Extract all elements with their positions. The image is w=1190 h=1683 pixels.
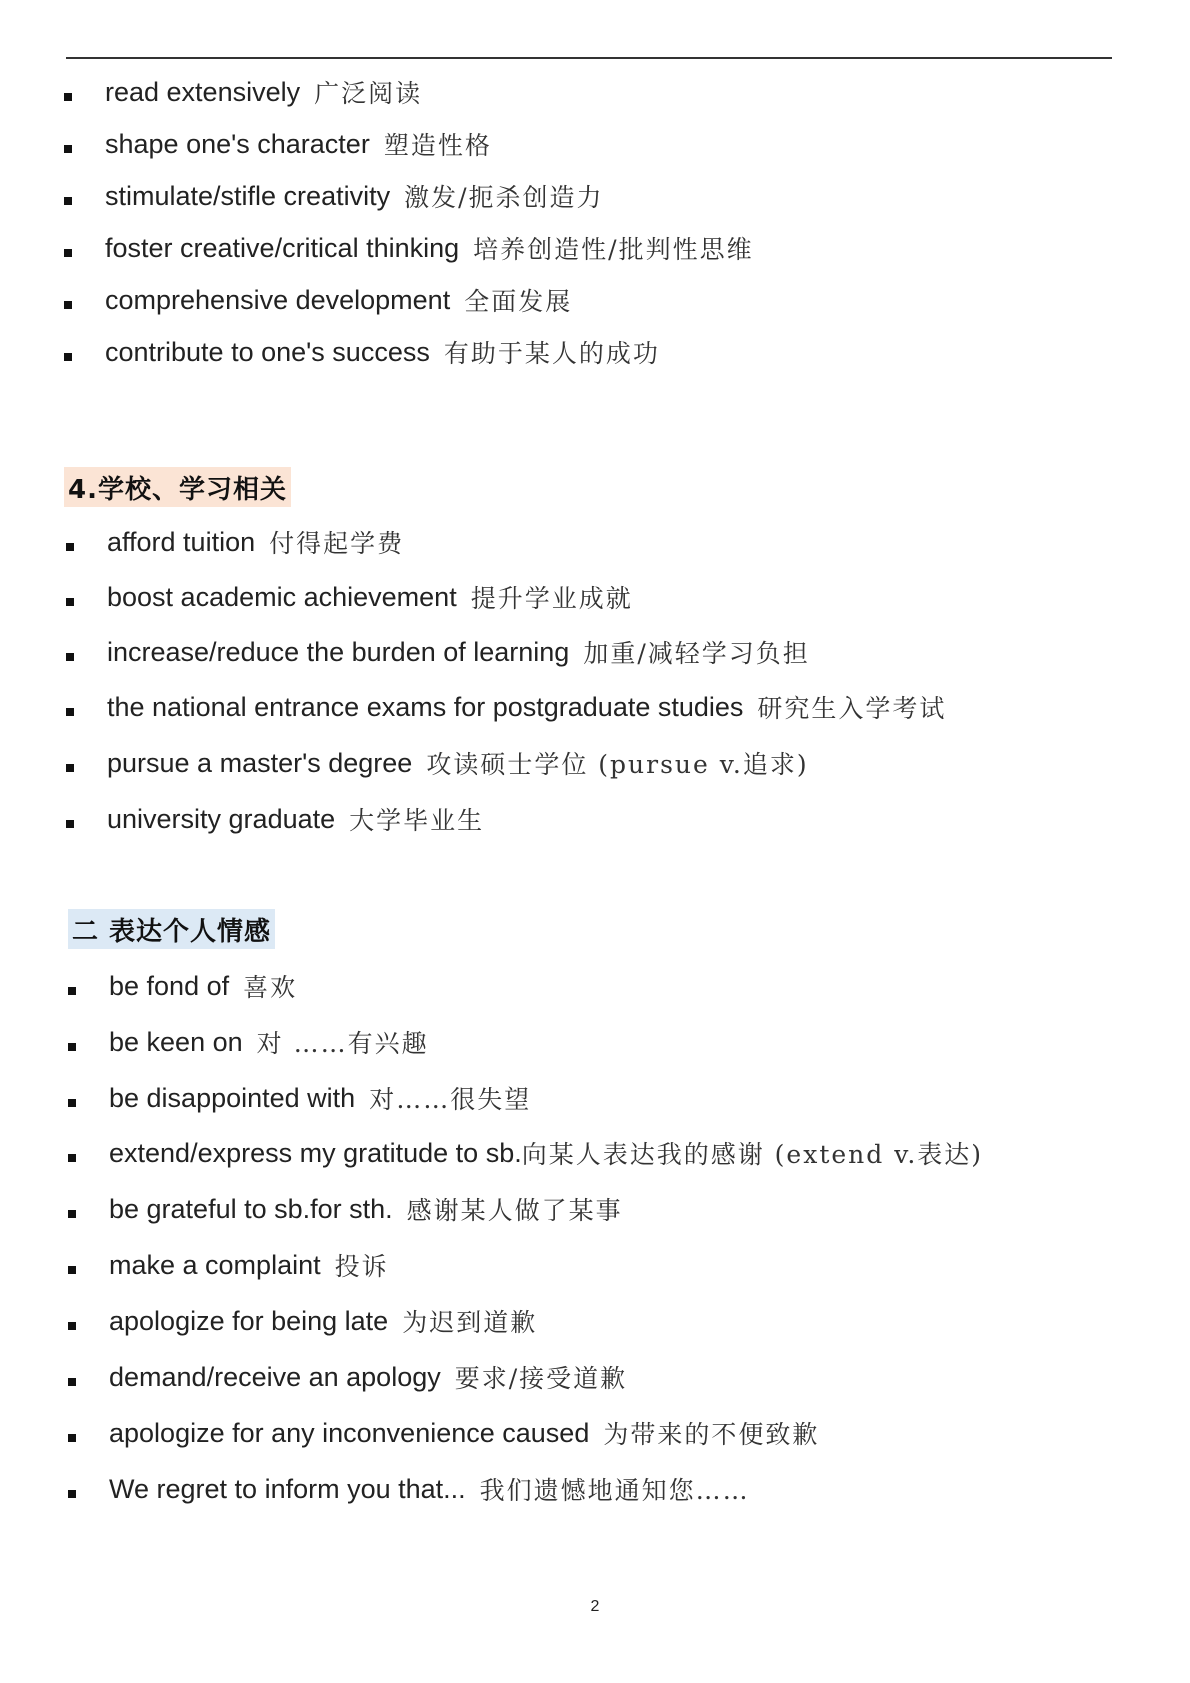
chinese-meaning: 全面发展 — [464, 287, 573, 316]
list-item — [66, 522, 404, 562]
top-rule — [66, 57, 1112, 59]
chinese-meaning: 投诉 — [334, 1252, 389, 1281]
chinese-meaning: 我们遗憾地通知您…… — [479, 1476, 750, 1505]
chinese-meaning: 向某人表达我的感谢 (extend v.表达) — [521, 1140, 984, 1169]
chinese-meaning: 培养创造性/批判性思维 — [473, 235, 754, 264]
bullet-icon — [64, 145, 72, 153]
chinese-meaning: 大学毕业生 — [349, 806, 485, 835]
list-item — [64, 228, 754, 268]
chinese-meaning: 塑造性格 — [383, 131, 492, 160]
list-item — [68, 1189, 623, 1229]
bullet-icon — [64, 301, 72, 309]
list-item — [66, 799, 484, 839]
list-item — [68, 1469, 750, 1509]
english-phrase: apologize for any inconvenience caused — [109, 1417, 590, 1448]
bullet-icon — [64, 249, 72, 257]
list-item — [64, 280, 572, 320]
bullet-icon — [64, 93, 72, 101]
list-item — [68, 966, 297, 1006]
english-phrase: comprehensive development — [105, 284, 451, 315]
bullet-icon — [64, 353, 72, 361]
chinese-meaning: 喜欢 — [243, 973, 298, 1002]
list-item — [66, 577, 633, 617]
chinese-meaning: 对 ……有兴趣 — [256, 1029, 429, 1058]
chinese-meaning: 攻读硕士学位 (pursue v.追求) — [426, 750, 809, 779]
bullet-icon — [66, 598, 74, 606]
list-item — [66, 632, 810, 672]
chinese-meaning: 为带来的不便致歉 — [603, 1420, 820, 1449]
list-item — [68, 1301, 537, 1341]
list-item — [66, 687, 946, 727]
bullet-icon — [66, 708, 74, 716]
bullet-icon — [68, 1210, 76, 1218]
list-item — [64, 72, 422, 112]
bullet-icon — [68, 1154, 76, 1162]
list-item — [68, 1413, 819, 1453]
chinese-meaning: 加重/减轻学习负担 — [583, 639, 810, 668]
section-heading: 二 表达个人情感 — [68, 909, 275, 949]
list-item — [68, 1022, 429, 1062]
english-phrase: make a complaint — [109, 1249, 321, 1280]
english-phrase: be disappointed with — [109, 1082, 356, 1113]
bullet-icon — [64, 197, 72, 205]
english-phrase: pursue a master's degree — [107, 747, 413, 778]
bullet-icon — [66, 543, 74, 551]
chinese-meaning: 有助于某人的成功 — [443, 339, 660, 368]
bullet-icon — [68, 1099, 76, 1107]
bullet-icon — [68, 1490, 76, 1498]
list-item — [64, 176, 604, 216]
chinese-meaning: 感谢某人做了某事 — [406, 1196, 623, 1225]
english-phrase: afford tuition — [107, 526, 256, 557]
bullet-icon — [68, 1322, 76, 1330]
bullet-icon — [68, 1434, 76, 1442]
bullet-icon — [66, 820, 74, 828]
bullet-icon — [66, 653, 74, 661]
list-item — [68, 1357, 627, 1397]
list-item — [64, 124, 492, 164]
english-phrase: increase/reduce the burden of learning — [107, 636, 570, 667]
english-phrase: boost academic achievement — [107, 581, 457, 612]
bullet-icon — [68, 1043, 76, 1051]
list-item — [68, 1245, 389, 1285]
page-number: 2 — [590, 1598, 600, 1615]
bullet-icon — [68, 1378, 76, 1386]
english-phrase: be fond of — [109, 970, 230, 1001]
english-phrase: We regret to inform you that... — [109, 1473, 466, 1504]
list-item — [66, 743, 809, 783]
chinese-meaning: 对……很失望 — [369, 1085, 532, 1114]
chinese-meaning: 研究生入学考试 — [757, 694, 947, 723]
chinese-meaning: 激发/扼杀创造力 — [404, 183, 604, 212]
english-phrase: apologize for being late — [109, 1305, 389, 1336]
english-phrase: read extensively — [105, 76, 301, 107]
list-item — [68, 1078, 531, 1118]
english-phrase: foster creative/critical thinking — [105, 232, 460, 263]
english-phrase: stimulate/stifle creativity — [105, 180, 391, 211]
english-phrase: contribute to one's success — [105, 336, 430, 367]
chinese-meaning: 提升学业成就 — [470, 584, 633, 613]
bullet-icon — [66, 764, 74, 772]
list-item — [64, 332, 660, 372]
english-phrase: shape one's character — [105, 128, 370, 159]
bullet-icon — [68, 1266, 76, 1274]
chinese-meaning: 为迟到道歉 — [402, 1308, 538, 1337]
english-phrase: extend/express my gratitude to sb. — [109, 1137, 522, 1168]
section-heading: 4.学校、学习相关 — [64, 467, 291, 507]
bullet-icon — [68, 987, 76, 995]
english-phrase: be keen on — [109, 1026, 243, 1057]
chinese-meaning: 广泛阅读 — [314, 79, 423, 108]
chinese-meaning: 付得起学费 — [269, 529, 405, 558]
english-phrase: be grateful to sb.for sth. — [109, 1193, 393, 1224]
list-item — [68, 1133, 983, 1173]
chinese-meaning: 要求/接受道歉 — [454, 1364, 628, 1393]
english-phrase: demand/receive an apology — [109, 1361, 441, 1392]
english-phrase: university graduate — [107, 803, 336, 834]
english-phrase: the national entrance exams for postgraduate studies — [107, 691, 744, 722]
